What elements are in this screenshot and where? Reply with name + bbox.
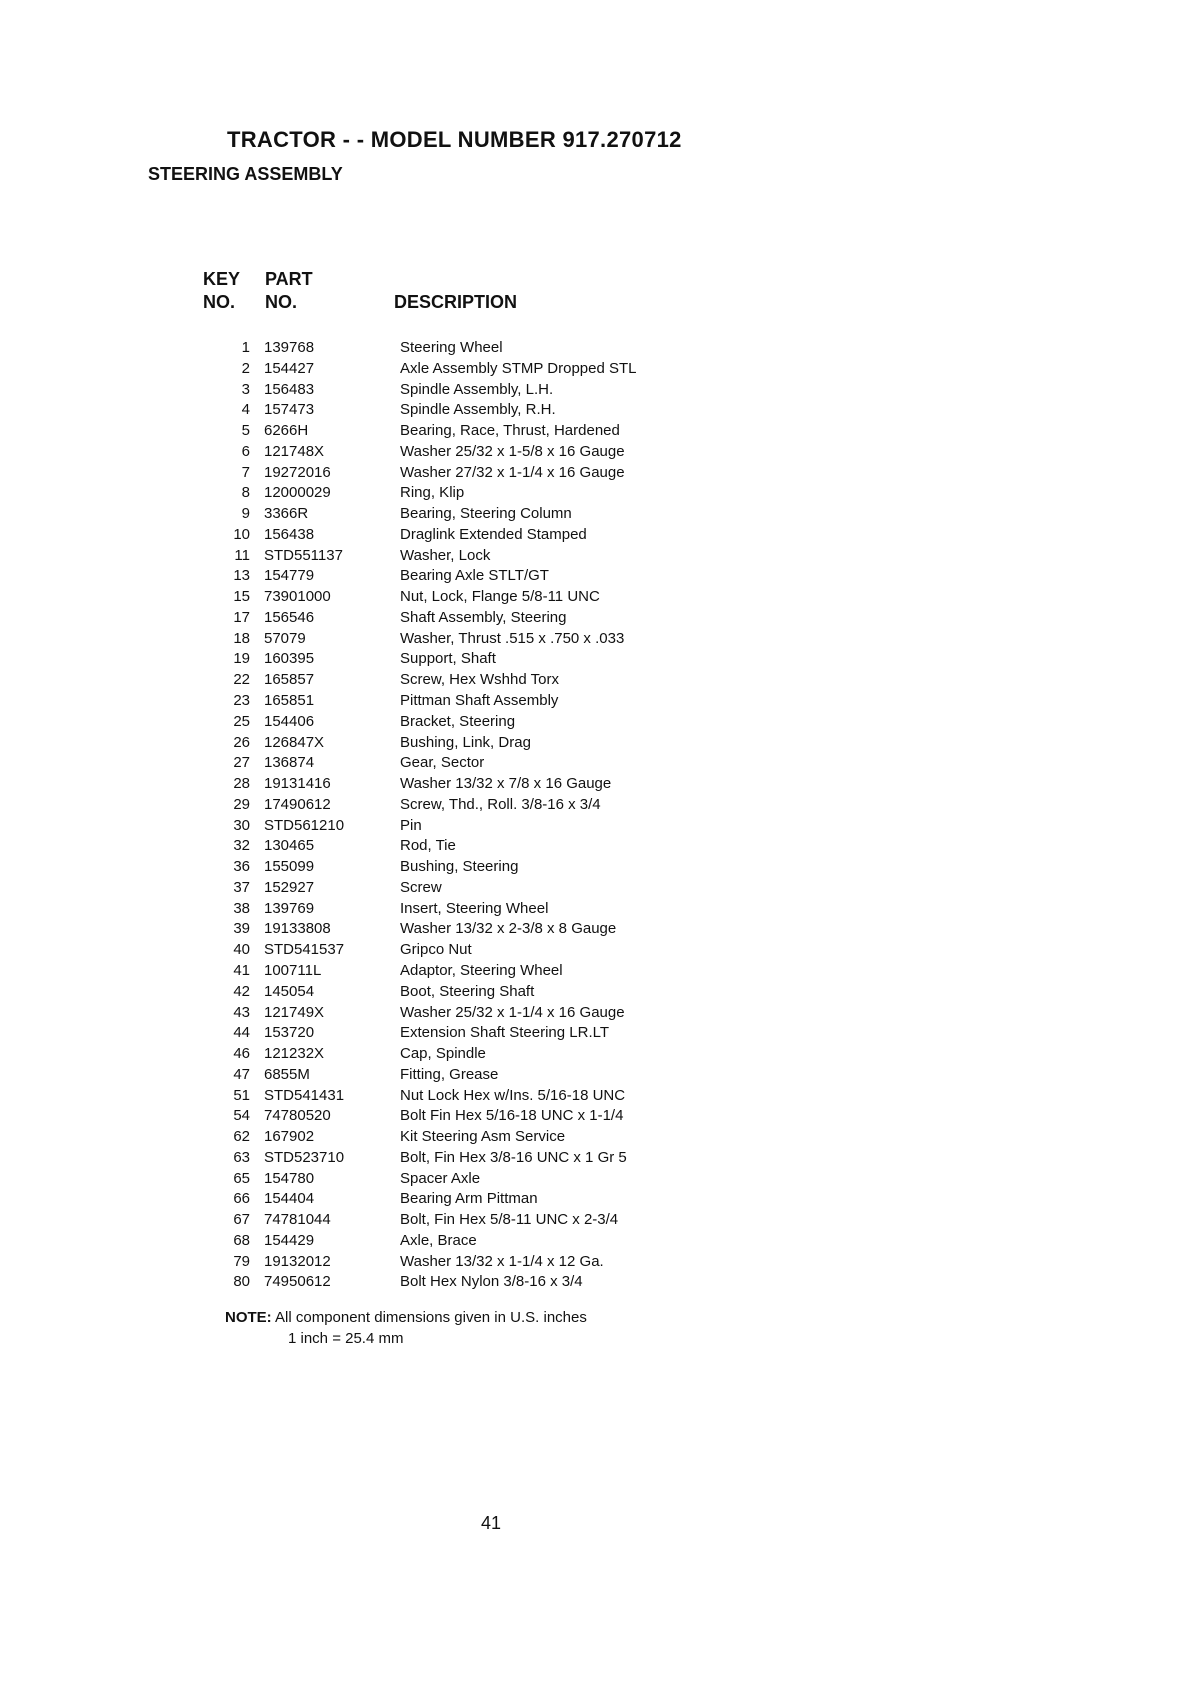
key-no-cell: 4 xyxy=(241,401,250,419)
part-no-cell: 6855M xyxy=(264,1065,310,1083)
table-row xyxy=(200,587,720,608)
part-no-cell: STD541431 xyxy=(264,1086,345,1104)
part-no-cell: 57079 xyxy=(264,629,306,647)
table-row xyxy=(200,774,720,795)
page-number: 41 xyxy=(481,1513,502,1533)
part-no-cell: 74781044 xyxy=(264,1211,331,1229)
section-title: STEERING ASSEMBLY xyxy=(148,164,343,184)
key-no-cell: 47 xyxy=(233,1065,250,1083)
key-no-cell: 28 xyxy=(233,775,250,793)
description-cell: Spindle Assembly, L.H. xyxy=(400,380,554,398)
part-no-cell: 139768 xyxy=(264,339,315,356)
table-row xyxy=(200,1127,720,1148)
description-cell: Spacer Axle xyxy=(400,1169,481,1187)
description-cell: Spindle Assembly, R.H. xyxy=(400,401,556,419)
part-no-cell: 154779 xyxy=(264,567,315,585)
description-cell: Pittman Shaft Assembly xyxy=(400,692,559,710)
part-no-cell: 130465 xyxy=(264,837,315,855)
key-no-cell: 41 xyxy=(233,961,250,979)
description-cell: Fitting, Grease xyxy=(400,1065,499,1083)
part-no-cell: 160395 xyxy=(264,650,315,668)
description-cell: Washer 25/32 x 1-1/4 x 16 Gauge xyxy=(400,1003,625,1021)
key-no-cell: 66 xyxy=(233,1190,250,1208)
description-cell: Bearing, Steering Column xyxy=(400,505,572,523)
part-no-cell: 154404 xyxy=(264,1190,315,1208)
table-row xyxy=(200,857,720,878)
key-no-cell: 18 xyxy=(233,629,250,647)
table-row xyxy=(200,649,720,670)
part-no-cell: 154427 xyxy=(264,359,315,377)
part-no-cell: 74950612 xyxy=(264,1273,331,1291)
description-cell: Washer 13/32 x 7/8 x 16 Gauge xyxy=(400,775,612,793)
key-no-cell: 40 xyxy=(233,941,250,959)
table-row xyxy=(200,940,720,961)
description-cell: Washer 13/32 x 1-1/4 x 12 Ga. xyxy=(400,1252,604,1270)
description-cell: Insert, Steering Wheel xyxy=(400,899,549,917)
part-no-cell: 167902 xyxy=(264,1128,315,1146)
key-no-cell: 80 xyxy=(233,1273,250,1291)
table-row xyxy=(200,400,720,421)
table-row xyxy=(200,608,720,629)
note xyxy=(225,1307,587,1328)
description-cell: Screw xyxy=(400,878,442,896)
table-row xyxy=(200,338,720,359)
table-row xyxy=(200,525,720,546)
description-cell: Axle Assembly STMP Dropped STL xyxy=(400,359,637,377)
table-row xyxy=(200,733,720,754)
table-row xyxy=(200,919,720,940)
key-no-cell: 15 xyxy=(233,588,250,606)
description-cell: Washer 13/32 x 2-3/8 x 8 Gauge xyxy=(400,920,617,938)
part-header-line1: PART xyxy=(265,269,313,289)
description-cell: Screw, Thd., Roll. 3/8-16 x 3/4 xyxy=(400,795,601,813)
parts-list xyxy=(200,338,720,1293)
table-row xyxy=(200,836,720,857)
part-no-cell: 121232X xyxy=(264,1045,325,1063)
key-no-cell: 32 xyxy=(233,837,250,855)
part-no-cell: 12000029 xyxy=(264,484,331,502)
table-row xyxy=(200,1044,720,1065)
description-cell: Nut Lock Hex w/Ins. 5/16-18 UNC xyxy=(400,1086,626,1104)
part-no-cell: 154429 xyxy=(264,1231,315,1249)
note-text: All component dimensions given in U.S. inches xyxy=(275,1309,587,1326)
key-no-cell: 29 xyxy=(233,795,250,813)
key-no-cell: 2 xyxy=(241,359,250,377)
key-no-cell: 30 xyxy=(233,816,250,834)
description-cell: Pin xyxy=(400,816,422,834)
part-no-cell: 165851 xyxy=(264,692,315,710)
key-no-cell: 26 xyxy=(233,733,250,751)
part-no-cell: STD551137 xyxy=(264,546,343,564)
table-row xyxy=(200,1252,720,1273)
key-no-cell: 51 xyxy=(233,1086,250,1104)
description-header: DESCRIPTION xyxy=(394,292,518,312)
table-row xyxy=(200,421,720,442)
table-row xyxy=(200,1086,720,1107)
key-no-cell: 17 xyxy=(233,608,250,626)
key-no-cell: 43 xyxy=(233,1003,250,1021)
table-row xyxy=(200,899,720,920)
note-conversion: 1 inch = 25.4 mm xyxy=(288,1330,404,1347)
part-no-cell: 136874 xyxy=(264,754,315,772)
description-cell: Ring, Klip xyxy=(400,484,465,502)
description-cell: Adaptor, Steering Wheel xyxy=(400,961,563,979)
key-no-cell: 37 xyxy=(233,878,250,896)
part-no-cell: 126847X xyxy=(264,733,325,751)
table-row xyxy=(200,712,720,733)
key-no-cell: 7 xyxy=(241,463,250,481)
description-cell: Washer, Thrust .515 x .750 x .033 xyxy=(400,629,625,647)
table-row xyxy=(200,670,720,691)
table-row xyxy=(200,566,720,587)
table-row xyxy=(200,546,720,567)
key-no-cell: 5 xyxy=(241,422,250,440)
table-row xyxy=(200,359,720,380)
part-no-cell: 156438 xyxy=(264,525,315,543)
page-title: TRACTOR - - MODEL NUMBER 917.270712 xyxy=(227,127,682,152)
key-no-cell: 44 xyxy=(233,1024,250,1042)
key-header-line2: NO. xyxy=(203,292,236,312)
part-no-cell: 157473 xyxy=(264,401,315,419)
part-no-cell: 145054 xyxy=(264,982,315,1000)
table-row xyxy=(200,1189,720,1210)
key-header-line1: KEY xyxy=(203,269,241,289)
description-cell: Bearing, Race, Thrust, Hardened xyxy=(400,422,620,440)
description-cell: Boot, Steering Shaft xyxy=(400,982,535,1000)
key-no-cell: 3 xyxy=(241,380,250,398)
key-no-cell: 67 xyxy=(233,1211,250,1229)
key-no-cell: 25 xyxy=(233,712,250,730)
description-cell: Washer 27/32 x 1-1/4 x 16 Gauge xyxy=(400,463,625,481)
part-no-cell: 121749X xyxy=(264,1003,325,1021)
description-cell: Nut, Lock, Flange 5/8-11 UNC xyxy=(400,588,600,606)
key-no-cell: 10 xyxy=(233,525,250,543)
description-cell: Screw, Hex Wshhd Torx xyxy=(400,671,559,689)
key-no-cell: 65 xyxy=(233,1169,250,1187)
note-label: NOTE: xyxy=(225,1309,272,1326)
part-no-cell: 17490612 xyxy=(264,795,331,813)
description-cell: Draglink Extended Stamped xyxy=(400,525,587,543)
table-row xyxy=(200,816,720,837)
part-no-cell: 156546 xyxy=(264,608,315,626)
key-no-cell: 79 xyxy=(233,1252,250,1270)
description-cell: Bolt, Fin Hex 5/8-11 UNC x 2-3/4 xyxy=(400,1211,619,1229)
key-no-cell: 27 xyxy=(233,754,250,772)
key-no-cell: 8 xyxy=(241,484,250,502)
part-no-cell: 156483 xyxy=(264,380,315,398)
key-no-cell: 38 xyxy=(233,899,250,917)
description-cell: Kit Steering Asm Service xyxy=(400,1128,566,1146)
table-row xyxy=(200,878,720,899)
key-no-cell: 62 xyxy=(233,1128,250,1146)
table-row xyxy=(200,1106,720,1127)
description-cell: Support, Shaft xyxy=(400,650,496,668)
table-row xyxy=(200,1272,720,1293)
table-row xyxy=(200,1065,720,1086)
table-row xyxy=(200,1169,720,1190)
part-no-cell: 19133808 xyxy=(264,920,331,938)
key-no-cell: 54 xyxy=(233,1107,250,1125)
description-cell: Bolt, Fin Hex 3/8-16 UNC x 1 Gr 5 xyxy=(400,1148,627,1166)
key-no-cell: 46 xyxy=(233,1045,250,1063)
part-no-cell: STD561210 xyxy=(264,816,345,834)
part-no-cell: 19132012 xyxy=(264,1252,331,1270)
part-no-cell: 139769 xyxy=(264,899,315,917)
key-no-cell: 13 xyxy=(233,567,250,585)
description-cell: Bracket, Steering xyxy=(400,712,516,730)
part-no-cell: 73901000 xyxy=(264,588,331,606)
part-no-cell: 155099 xyxy=(264,858,315,876)
description-cell: Bearing Axle STLT/GT xyxy=(400,567,549,585)
table-row xyxy=(200,1148,720,1169)
description-cell: Washer, Lock xyxy=(400,546,491,564)
description-cell: Gripco Nut xyxy=(400,941,472,959)
key-no-cell: 19 xyxy=(233,650,250,668)
table-row xyxy=(200,961,720,982)
description-cell: Bushing, Link, Drag xyxy=(400,733,531,751)
table-row xyxy=(200,1023,720,1044)
table-row xyxy=(200,982,720,1003)
table-row xyxy=(200,691,720,712)
key-no-cell: 9 xyxy=(241,505,250,523)
part-no-cell: STD523710 xyxy=(264,1148,345,1166)
table-row xyxy=(200,504,720,525)
table-row xyxy=(200,1210,720,1231)
table-row xyxy=(200,442,720,463)
part-no-cell: 121748X xyxy=(264,442,325,460)
table-row xyxy=(200,463,720,484)
part-no-cell: 19131416 xyxy=(264,775,331,793)
table-row xyxy=(200,1231,720,1252)
table-row xyxy=(200,380,720,401)
description-cell: Bolt Hex Nylon 3/8-16 x 3/4 xyxy=(400,1273,583,1291)
key-no-cell: 1 xyxy=(241,339,250,356)
key-no-cell: 42 xyxy=(233,982,250,1000)
part-no-cell: 152927 xyxy=(264,878,315,896)
part-no-cell: 153720 xyxy=(264,1024,315,1042)
table-row xyxy=(200,753,720,774)
part-no-cell: 100711L xyxy=(264,961,322,979)
description-cell: Extension Shaft Steering LR.LT xyxy=(400,1024,610,1042)
key-no-cell: 36 xyxy=(233,858,250,876)
description-cell: Steering Wheel xyxy=(400,339,503,356)
key-no-cell: 63 xyxy=(233,1148,250,1166)
part-no-cell: 74780520 xyxy=(264,1107,331,1125)
description-cell: Washer 25/32 x 1-5/8 x 16 Gauge xyxy=(400,442,625,460)
description-cell: Axle, Brace xyxy=(400,1231,477,1249)
table-row xyxy=(200,483,720,504)
description-cell: Bushing, Steering xyxy=(400,858,519,876)
key-no-cell: 6 xyxy=(241,442,250,460)
part-no-cell: 19272016 xyxy=(264,463,331,481)
part-no-cell: STD541537 xyxy=(264,941,345,959)
part-no-cell: 3366R xyxy=(264,505,309,523)
table-row xyxy=(200,1003,720,1024)
description-cell: Bearing Arm Pittman xyxy=(400,1190,538,1208)
part-no-cell: 165857 xyxy=(264,671,315,689)
part-no-cell: 6266H xyxy=(264,422,309,440)
key-no-cell: 22 xyxy=(233,671,250,689)
description-cell: Cap, Spindle xyxy=(400,1045,486,1063)
key-no-cell: 68 xyxy=(233,1231,250,1249)
key-no-cell: 11 xyxy=(234,546,250,564)
part-header-line2: NO. xyxy=(265,292,298,312)
table-row xyxy=(200,795,720,816)
description-cell: Bolt Fin Hex 5/16-18 UNC x 1-1/4 xyxy=(400,1107,624,1125)
key-no-cell: 23 xyxy=(233,692,250,710)
description-cell: Shaft Assembly, Steering xyxy=(400,608,567,626)
description-cell: Gear, Sector xyxy=(400,754,485,772)
description-cell: Rod, Tie xyxy=(400,837,456,855)
part-no-cell: 154780 xyxy=(264,1169,315,1187)
table-row xyxy=(200,629,720,650)
part-no-cell: 154406 xyxy=(264,712,315,730)
key-no-cell: 39 xyxy=(233,920,250,938)
